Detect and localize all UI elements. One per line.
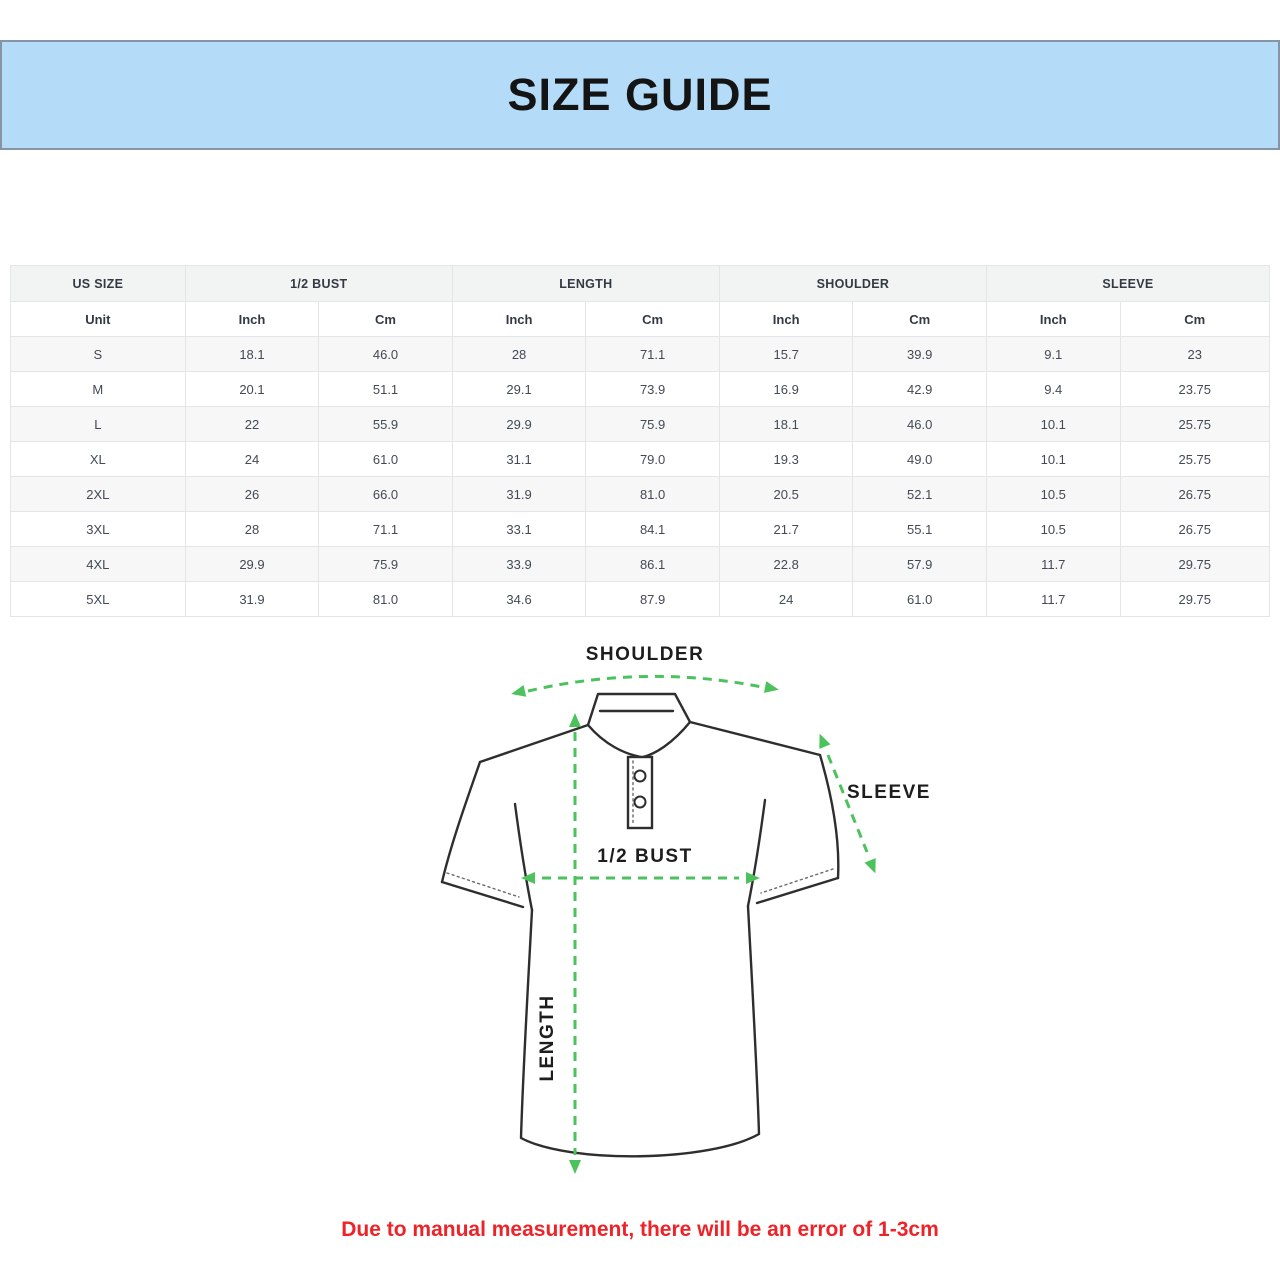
group-header-bust: 1/2 BUST bbox=[185, 266, 452, 302]
size-chart-table bbox=[10, 265, 1270, 617]
sleeve-arrow bbox=[814, 731, 881, 875]
group-header-us-size: US SIZE bbox=[11, 266, 186, 302]
unit-header-cell: Cm bbox=[586, 302, 720, 337]
table-cell: 18.1 bbox=[719, 407, 853, 442]
table-cell: 34.6 bbox=[452, 582, 586, 617]
table-cell: 55.1 bbox=[853, 512, 987, 547]
group-header-row bbox=[11, 266, 1270, 302]
table-cell: 66.0 bbox=[319, 477, 453, 512]
page-title: SIZE GUIDE bbox=[507, 69, 773, 120]
measurement-diagram bbox=[420, 630, 940, 1190]
table-cell: 42.9 bbox=[853, 372, 987, 407]
polo-shirt-illustration bbox=[420, 630, 940, 1190]
table-cell: 29.9 bbox=[185, 547, 319, 582]
button bbox=[635, 771, 646, 782]
shoulder-label: SHOULDER bbox=[585, 644, 705, 665]
group-header-length: LENGTH bbox=[452, 266, 719, 302]
table-cell: 57.9 bbox=[853, 547, 987, 582]
table-row bbox=[11, 337, 1270, 372]
table-cell: 10.5 bbox=[986, 477, 1120, 512]
table-cell: 29.1 bbox=[452, 372, 586, 407]
bust-arrow bbox=[521, 872, 760, 884]
table-cell: 11.7 bbox=[986, 547, 1120, 582]
unit-header-cell: Inch bbox=[719, 302, 853, 337]
table-cell: 33.1 bbox=[452, 512, 586, 547]
size-cell: M bbox=[11, 372, 186, 407]
table-cell: 16.9 bbox=[719, 372, 853, 407]
button-placket bbox=[628, 757, 652, 828]
table-row bbox=[11, 442, 1270, 477]
unit-header-cell: Inch bbox=[452, 302, 586, 337]
table-cell: 31.9 bbox=[452, 477, 586, 512]
unit-header-cell: Inch bbox=[185, 302, 319, 337]
length-label: LENGTH bbox=[537, 994, 558, 1082]
table-cell: 31.1 bbox=[452, 442, 586, 477]
table-cell: 18.1 bbox=[185, 337, 319, 372]
unit-header-cell: Cm bbox=[319, 302, 453, 337]
table-cell: 87.9 bbox=[586, 582, 720, 617]
table-cell: 55.9 bbox=[319, 407, 453, 442]
table-cell: 20.1 bbox=[185, 372, 319, 407]
group-header-sleeve: SLEEVE bbox=[986, 266, 1269, 302]
table-cell: 10.1 bbox=[986, 442, 1120, 477]
size-cell: L bbox=[11, 407, 186, 442]
table-cell: 29.9 bbox=[452, 407, 586, 442]
table-cell: 19.3 bbox=[719, 442, 853, 477]
table-cell: 75.9 bbox=[586, 407, 720, 442]
table-cell: 25.75 bbox=[1120, 442, 1269, 477]
size-table-body bbox=[11, 337, 1270, 617]
table-cell: 84.1 bbox=[586, 512, 720, 547]
table-row bbox=[11, 407, 1270, 442]
table-cell: 23.75 bbox=[1120, 372, 1269, 407]
table-cell: 9.1 bbox=[986, 337, 1120, 372]
unit-header-cell: Cm bbox=[1120, 302, 1269, 337]
table-cell: 22.8 bbox=[719, 547, 853, 582]
table-cell: 28 bbox=[452, 337, 586, 372]
polo-shirt-outline bbox=[442, 694, 838, 1156]
table-cell: 81.0 bbox=[586, 477, 720, 512]
button bbox=[635, 797, 646, 808]
table-cell: 26.75 bbox=[1120, 512, 1269, 547]
table-cell: 26.75 bbox=[1120, 477, 1269, 512]
table-cell: 39.9 bbox=[853, 337, 987, 372]
size-cell: 5XL bbox=[11, 582, 186, 617]
table-cell: 23 bbox=[1120, 337, 1269, 372]
table-cell: 46.0 bbox=[319, 337, 453, 372]
table-cell: 22 bbox=[185, 407, 319, 442]
group-header-shoulder: SHOULDER bbox=[719, 266, 986, 302]
table-cell: 71.1 bbox=[586, 337, 720, 372]
table-row bbox=[11, 477, 1270, 512]
table-cell: 46.0 bbox=[853, 407, 987, 442]
bust-label: 1/2 BUST bbox=[597, 846, 693, 867]
unit-header-cell: Inch bbox=[986, 302, 1120, 337]
table-cell: 33.9 bbox=[452, 547, 586, 582]
table-cell: 10.5 bbox=[986, 512, 1120, 547]
table-row bbox=[11, 512, 1270, 547]
table-cell: 15.7 bbox=[719, 337, 853, 372]
table-cell: 24 bbox=[719, 582, 853, 617]
table-cell: 61.0 bbox=[853, 582, 987, 617]
table-cell: 75.9 bbox=[319, 547, 453, 582]
table-cell: 29.75 bbox=[1120, 582, 1269, 617]
table-row bbox=[11, 582, 1270, 617]
table-cell: 31.9 bbox=[185, 582, 319, 617]
table-row bbox=[11, 547, 1270, 582]
table-cell: 11.7 bbox=[986, 582, 1120, 617]
size-guide-banner bbox=[0, 40, 1280, 150]
table-cell: 25.75 bbox=[1120, 407, 1269, 442]
table-row bbox=[11, 372, 1270, 407]
table-cell: 51.1 bbox=[319, 372, 453, 407]
table-cell: 26 bbox=[185, 477, 319, 512]
table-cell: 73.9 bbox=[586, 372, 720, 407]
table-cell: 9.4 bbox=[986, 372, 1120, 407]
size-cell: S bbox=[11, 337, 186, 372]
sleeve-label: SLEEVE bbox=[847, 782, 931, 803]
shoulder-arrow bbox=[510, 676, 780, 699]
table-cell: 28 bbox=[185, 512, 319, 547]
table-cell: 10.1 bbox=[986, 407, 1120, 442]
length-arrow bbox=[569, 713, 581, 1174]
table-cell: 52.1 bbox=[853, 477, 987, 512]
table-cell: 49.0 bbox=[853, 442, 987, 477]
table-cell: 24 bbox=[185, 442, 319, 477]
size-cell: 4XL bbox=[11, 547, 186, 582]
table-cell: 81.0 bbox=[319, 582, 453, 617]
table-cell: 79.0 bbox=[586, 442, 720, 477]
size-cell: 3XL bbox=[11, 512, 186, 547]
unit-header-row bbox=[11, 302, 1270, 337]
size-cell: 2XL bbox=[11, 477, 186, 512]
table-cell: 86.1 bbox=[586, 547, 720, 582]
size-cell: XL bbox=[11, 442, 186, 477]
unit-header-cell: Unit bbox=[11, 302, 186, 337]
table-cell: 20.5 bbox=[719, 477, 853, 512]
unit-header-cell: Cm bbox=[853, 302, 987, 337]
table-cell: 71.1 bbox=[319, 512, 453, 547]
table-cell: 61.0 bbox=[319, 442, 453, 477]
table-cell: 21.7 bbox=[719, 512, 853, 547]
table-cell: 29.75 bbox=[1120, 547, 1269, 582]
measurement-note: Due to manual measurement, there will be an error of 1-3cm bbox=[341, 1218, 939, 1241]
